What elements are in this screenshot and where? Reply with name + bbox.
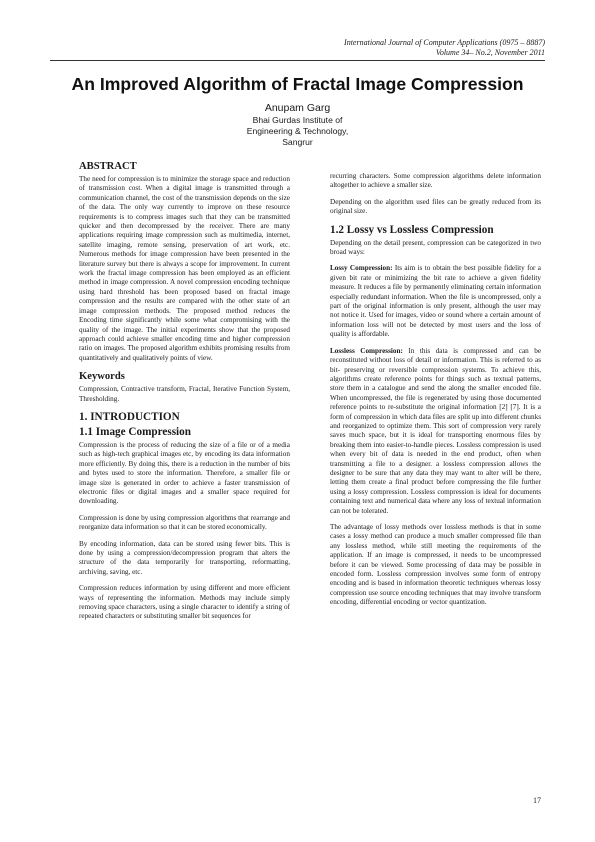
right-paragraph-3: Depending on the detail present, compression can be categorized in two broad ways: bbox=[330, 238, 541, 257]
image-compression-heading: 1.1 Image Compression bbox=[79, 425, 191, 438]
author-affiliation-1: Bhai Gurdas Institute of bbox=[252, 115, 343, 125]
keywords-text: Compression, Contractive transform, Fractal, Iterative Function System, Thresholding. bbox=[79, 385, 290, 403]
lossless-paragraph bbox=[330, 347, 541, 516]
paper-title: An Improved Algorithm of Fractal Image Compression bbox=[71, 74, 524, 94]
intro-paragraph-4: Compression reduces information by using different and more efficient ways of representing the information. Methods may include simply removing space characters, using a single character to identify a string of repeated characters or substituting smaller bit sequences for bbox=[79, 584, 290, 621]
abstract-heading: ABSTRACT bbox=[79, 161, 137, 172]
author-affiliation-3: Sangrur bbox=[282, 137, 313, 147]
right-column bbox=[330, 172, 541, 615]
header-rule bbox=[50, 60, 545, 61]
right-paragraph-4: The advantage of lossy methods over lossless methods is that in some cases a lossy method can produce a much smaller compressed file than any lossless method, while still meeting the requirements of the application. If an image is compressed, it needs to be uncompressed before it can be viewed. Some processing of data may be possible in encoded form. Lossless compression involves some form of entropy encoding and is based in information theoretic techniques whereas lossy compression use source encoding techniques that may involve transform encoding, differential encoding or vector quantization. bbox=[330, 523, 541, 607]
author-affiliation-2: Engineering & Technology, bbox=[246, 126, 349, 136]
page-number: 17 bbox=[533, 796, 541, 805]
keywords-heading: Keywords bbox=[79, 371, 125, 383]
author-block bbox=[0, 101, 595, 148]
lossy-lead: Lossy Compression: bbox=[330, 264, 393, 273]
introduction-heading: 1. INTRODUCTION bbox=[79, 410, 180, 423]
right-paragraph-1: recurring characters. Some compression algorithms delete information altogether to achieve a smaller size. bbox=[330, 172, 541, 190]
intro-paragraph-1: Compression is the process of reducing the size of a file or of a media such as high-tech graphical images etc, by encoding its data information more efficiently. By doing this, there is a reduction in the number of bits and bytes used to store the information. Therefore, a smaller file or image size is generated in order to achieve a faster transmission of electronic files or digital images and a smaller space required for downloading. bbox=[79, 440, 290, 506]
lossy-text: Its aim is to obtain the best possible fidelity for a given bit rate or minimizing the bit rate to achieve a given fidelity measure. It reduces a file by permanently eliminating certain information especially redundant information. When the file is uncompressed, only a part of the original information is only present, although the user may not notice it. Used for images, video or sound where a certain amount of information loss will not be detected by most users and the loss of quality is affordable. bbox=[330, 264, 541, 339]
abstract-text: The need for compression is to minimize the storage space and reduction of transmission cost. When a digital image is transmitted through a communication channel, the cost of the transmission depends on the size of the data. The only way currently to improve on these resource requirements is to compress images such that they can be transmitted quicker and then decompressed by the receiver. There are many applications requiring image compression such as multimedia, internet, satellite imaging, remote sensing, preservation of art work, etc. Numerous methods for image compression have been presented in the literature survey but there is always a scope for improvement. In current work the fractal image compression has been employed as an efficient method in image compression. A novel compression encoding technique using hard threshold has been proposed based on fractal image compression and the results are compared with the other state of art image compression methods. The proposed method reduces the Encoding time significantly while some what compromising with the quality of the image. The initial experiments show that the proposed approach could achieve smaller encoding time and higher compression ratio on images. The proposed algorithm exhibits promising results from quantitatively and qualitatively points of view. bbox=[79, 175, 290, 362]
lossy-vs-lossless-heading: 1.2 Lossy vs Lossless Compression bbox=[330, 223, 494, 236]
lossless-text: In this data is compressed and can be reconstituted without loss of detail or information. This is referred to as bit- preserving or reversible compression systems. To achieve this, algorithms create reference points for things such as textual patterns, store them in a catalogue and send the along the smaller encoded file. When uncompressed, the file is regenerated by using those documented reference points to re-substitute the original information [2] [7]. It is a form of compression in which data files are split up into different chunks and reorganized to optimize them. This sort of compression very rarely saves much space, but it is ideal for transporting enormous files by breaking them into easier-to-handle pieces. Lossless compression is used when every bit of data is needed in the end product, often when transmitting a file to a designer. a lossless compression allows the designer to be sure that any data they may want to alter will be there, letting them create a final product before compressing the file further using a lossy compression. Lossless compression is ideal for documents containing text and numerical data where any loss of textual information can not be tolerated. bbox=[330, 346, 542, 515]
right-paragraph-2: Depending on the algorithm used files can be greatly reduced from its original size. bbox=[330, 197, 541, 216]
intro-paragraph-3: By encoding information, data can be stored using fewer bits. This is done by using a compression/decompression program that alters the structure of the data temporarily for transporting, reformatting, archiving, saving, etc. bbox=[79, 539, 290, 576]
journal-name: International Journal of Computer Applications (0975 – 8887) bbox=[344, 38, 545, 47]
author-name: Anupam Garg bbox=[264, 102, 331, 114]
lossless-lead: Lossless Compression: bbox=[330, 346, 403, 355]
lossy-paragraph bbox=[330, 264, 541, 339]
intro-paragraph-2: Compression is done by using compression algorithms that rearrange and reorganize data information so that it can be stored economically. bbox=[79, 513, 290, 532]
journal-volume: Volume 34– No.2, November 2011 bbox=[435, 48, 545, 57]
left-column bbox=[79, 160, 290, 629]
journal-header bbox=[344, 38, 545, 58]
